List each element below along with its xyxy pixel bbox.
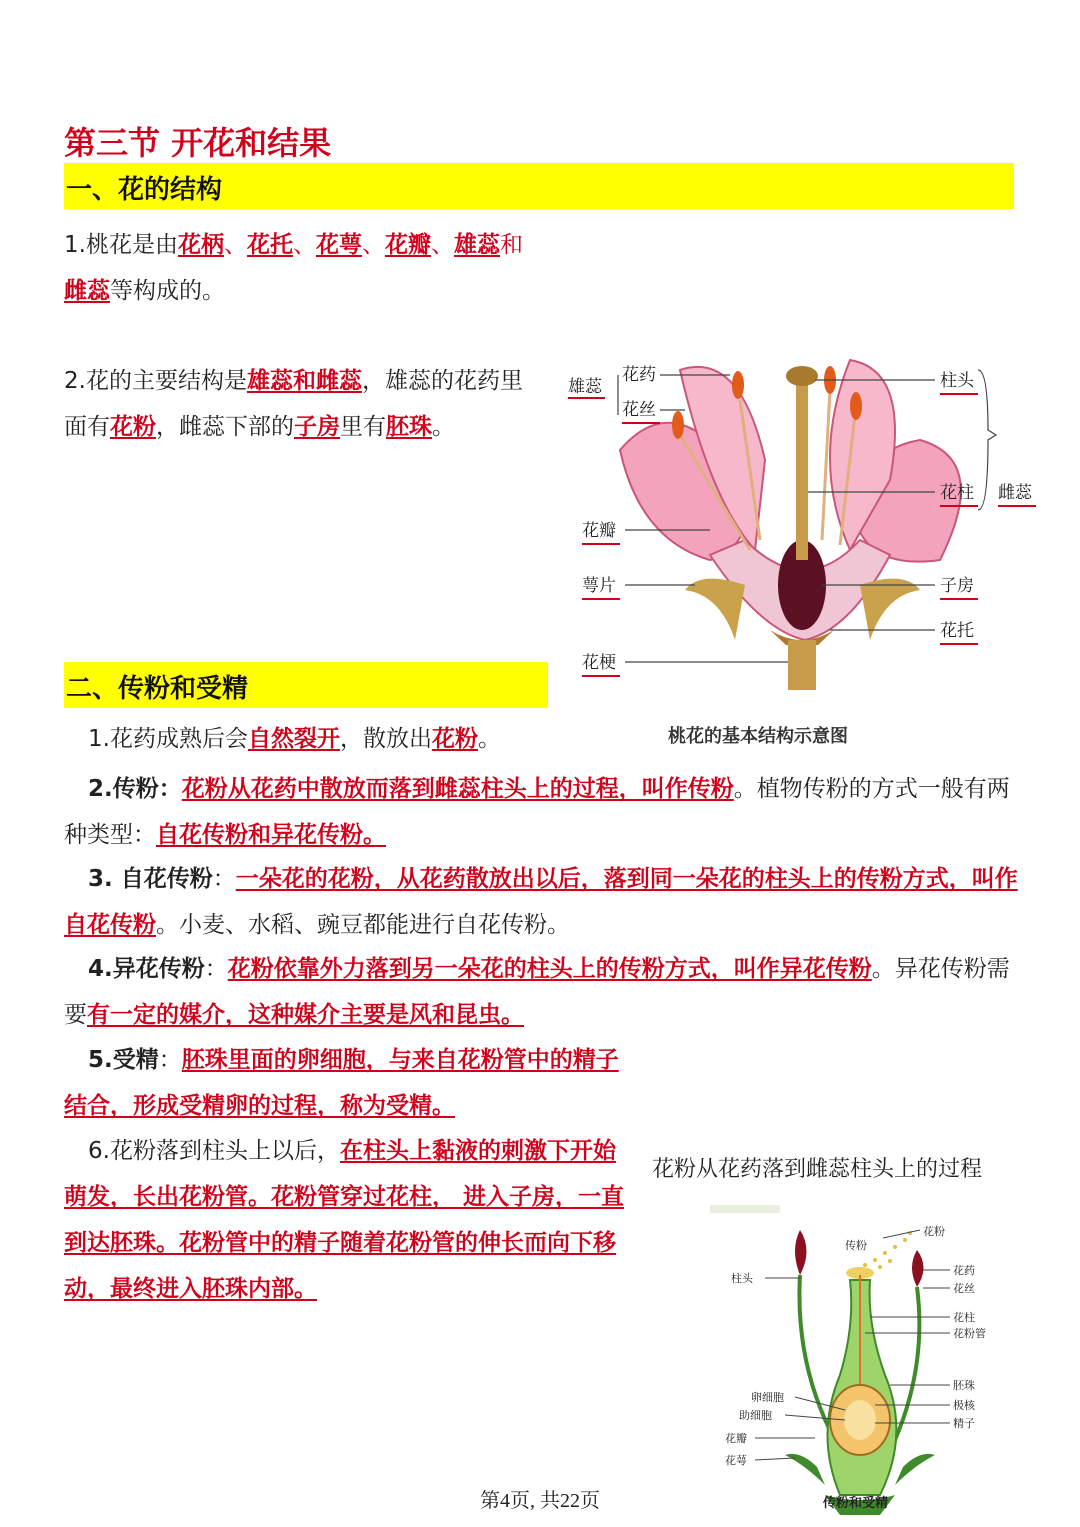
label-pd-stigma: 柱头 — [731, 1272, 753, 1285]
label-anther: 花药 — [622, 365, 656, 385]
paragraph-pollination: 2.传粉：花粉从花药中散放而落到雌蕊柱头上的过程，叫作传粉。植物传粉的方式一般有两种类型：自花传粉和异花传粉。 — [64, 776, 1010, 848]
paragraph-pollen-tube: 6.花粉落到柱头上以后，在柱头上黏液的刺激下开始萌发，长出花粉管。花粉管穿过花柱， 进入子房，一直到达胚珠。花粉管中的精子随着花粉管的伸长而向下移动，最终进入胚珠内部。 — [64, 1138, 625, 1302]
label-pistil: 雌蕊 — [998, 483, 1032, 503]
page-footer: 第4页, 共22页 — [480, 1490, 600, 1512]
label-petal: 花瓣 — [582, 521, 616, 541]
label-pd-filament: 花丝 — [953, 1282, 975, 1295]
label-pd-polar-nuclei: 极核 — [953, 1399, 975, 1412]
pollination-diagram — [705, 1205, 1015, 1520]
page-title: 第三节 开花和结果 — [64, 124, 332, 162]
label-pollen: 花粉 — [923, 1225, 945, 1238]
label-pd-egg-cell: 卵细胞 — [751, 1391, 784, 1404]
label-pd-ovule: 胚珠 — [953, 1379, 975, 1392]
label-pd-pollen-tube: 花粉管 — [953, 1327, 986, 1340]
paragraph-main-structure: 2.花的主要结构是雄蕊和雌蕊，雄蕊的花药里面有花粉，雌蕊下部的子房里有胚珠。 — [64, 368, 523, 440]
label-pd-sperm: 精子 — [953, 1417, 975, 1430]
label-stamen: 雄蕊 — [568, 377, 602, 397]
label-pd-style: 花柱 — [953, 1311, 975, 1324]
paragraph-anther-opens: 1.花药成熟后会自然裂开，散放出花粉。 — [88, 726, 501, 752]
section-heading-pollination: 二、传粉和受精 — [64, 662, 548, 708]
label-style: 花柱 — [940, 483, 974, 503]
pollination-diagram-caption: 传粉和受精 — [823, 1496, 889, 1511]
pollination-diagram-title: 花粉从花药落到雌蕊柱头上的过程 — [652, 1157, 983, 1182]
flower-diagram-caption: 桃花的基本结构示意图 — [668, 726, 848, 747]
label-sepal: 萼片 — [582, 576, 616, 596]
label-pd-sepal: 花萼 — [725, 1454, 747, 1467]
peach-flower-diagram — [560, 340, 1040, 690]
label-filament: 花丝 — [622, 400, 656, 420]
label-pd-anther: 花药 — [953, 1264, 975, 1277]
section-heading-structure: 一、花的结构 — [64, 163, 1014, 209]
paragraph-cross-pollination: 4.异花传粉：花粉依靠外力落到另一朵花的柱头上的传粉方式，叫作异花传粉。异花传粉需要有一定的媒介，这种媒介主要是风和昆虫。 — [64, 956, 1010, 1028]
label-ovary: 子房 — [940, 576, 974, 596]
label-pd-synergid: 助细胞 — [739, 1409, 772, 1422]
label-pollination: 传粉 — [845, 1239, 867, 1252]
paragraph-fertilization: 5.受精：胚珠里面的卵细胞，与来自花粉管中的精子结合，形成受精卵的过程，称为受精。 — [64, 1047, 619, 1119]
label-pedicel: 花梗 — [582, 653, 616, 673]
paragraph-self-pollination: 3. 自花传粉：一朵花的花粉，从花药散放出以后，落到同一朵花的柱头上的传粉方式，叫作自花传粉。小麦、水稻、豌豆都能进行自花传粉。 — [64, 866, 1018, 938]
label-stigma: 柱头 — [940, 371, 974, 391]
paragraph-flower-parts: 1.桃花是由花柄、花托、花萼、花瓣、雄蕊和雌蕊等构成的。 — [64, 232, 523, 304]
label-pd-petal: 花瓣 — [725, 1432, 747, 1445]
label-receptacle: 花托 — [940, 621, 974, 641]
